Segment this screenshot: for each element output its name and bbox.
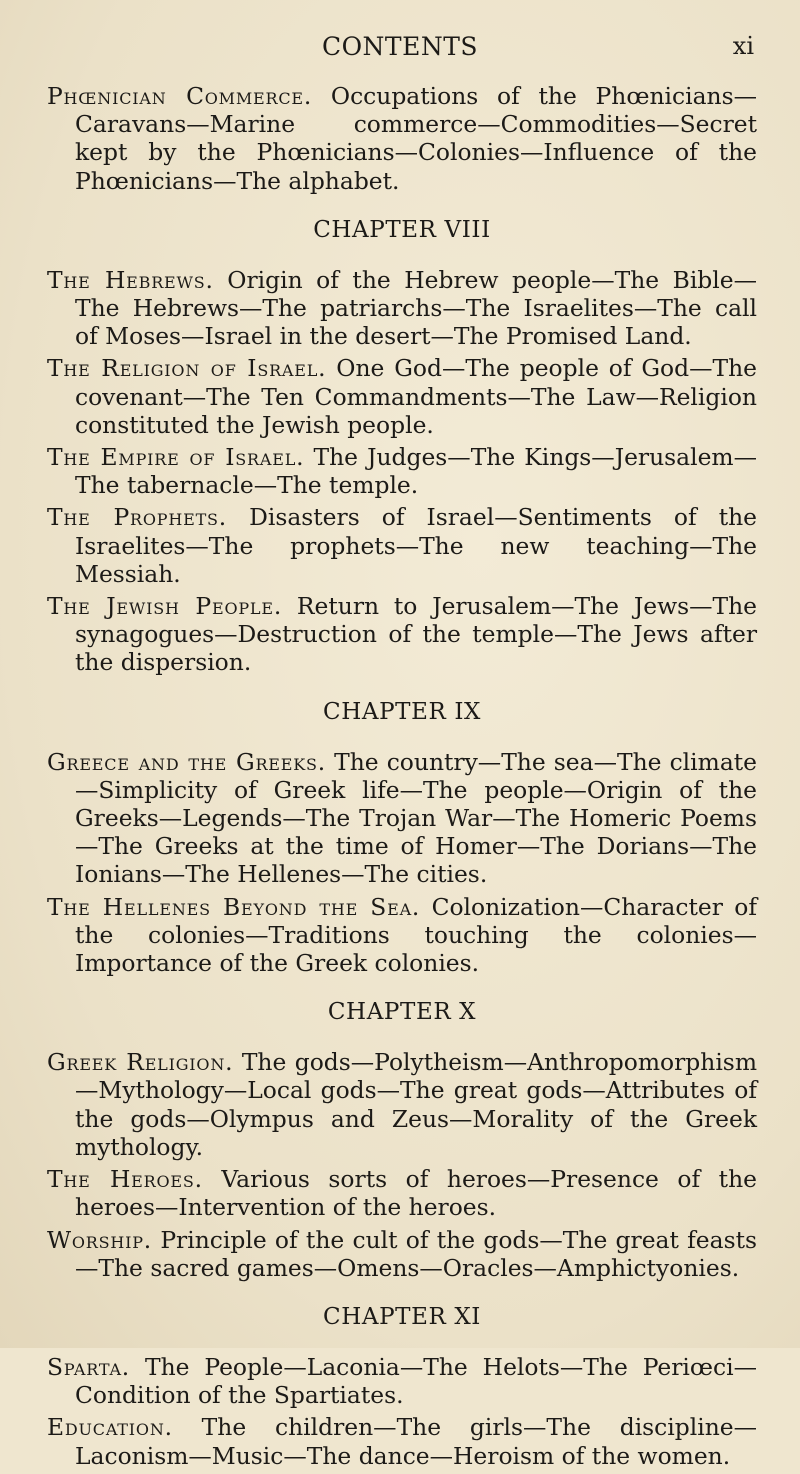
section-summary: Various sorts of heroes—Presence of the heroes—Intervention of the heroes. <box>75 1165 757 1222</box>
section-summary: The People—Laconia—The Helots—The Periœci—Condition of the Spartiates. <box>75 1352 758 1410</box>
page-number: xi <box>732 32 754 60</box>
section-heading: Greece and the Greeks. <box>47 747 327 776</box>
contents-entry <box>47 1413 757 1469</box>
section-summary: The gods—Polytheism—Anthropomorphism—Mythology—Local gods—The great gods—Attributes of the gods—Olympus and Zeus—Morality of the Greek mythology. <box>75 1048 757 1161</box>
contents-list <box>47 82 757 1474</box>
section-heading: The Hellenes Beyond the Sea. <box>47 892 421 921</box>
chapter-heading: CHAPTER IX <box>323 698 481 725</box>
contents-entry <box>47 354 757 439</box>
contents-entry <box>47 592 757 677</box>
section-summary: Disasters of Israel—Sentiments of the Israelites—The prophets—The new teaching—The Messiah. <box>75 503 758 588</box>
section-heading: The Heroes. <box>47 1165 203 1194</box>
chapter-heading: CHAPTER XI <box>323 1303 481 1330</box>
section-summary: The children—The girls—The discipline—Laconism—Music—The dance—Heroism of the women. <box>75 1413 757 1470</box>
section-heading: The Religion of Israel. <box>47 354 327 383</box>
section-heading: Phœnician Commerce. <box>47 82 313 110</box>
section-summary: Return to Jerusalem—The Jews—The synagogues—Destruction of the temple—The Jews after the dispersion. <box>75 592 757 677</box>
chapter-heading: CHAPTER X <box>327 999 477 1026</box>
contents-entry <box>47 893 757 978</box>
section-heading: Sparta. <box>47 1352 131 1381</box>
section-heading: The Hebrews. <box>47 265 214 294</box>
contents-entry <box>47 443 757 499</box>
section-heading: Education. <box>47 1413 173 1442</box>
section-summary: The country—The sea—The climate—Simplicity of Greek life—The people—Origin of the Greeks—Legends—The Trojan War—The Homeric Poems—The Greeks at the time of Homer—The Dorians—The Ionians—The Hellenes—The cities. <box>75 747 758 889</box>
section-heading: Greek Religion. <box>47 1048 234 1077</box>
section-summary: Origin of the Hebrew people—The Bible—The Hebrews—The patriarchs—The Israelites—The call of Moses—Israel in the desert—The Promised Land. <box>75 265 757 351</box>
section-summary: Colonization—Character of the colonies—Traditions touching the colonies—Importance of the Greek colonies. <box>75 892 758 978</box>
contents-entry <box>47 503 757 588</box>
contents-entry <box>47 266 757 351</box>
section-heading: The Prophets. <box>47 503 228 532</box>
contents-entry <box>47 1048 757 1161</box>
section-summary: Occupations of the Phœnicians—Caravans—Marine commerce—Commodities—Secret kept by the Phœnicians—Colonies—Influence of the Phœnicians—The alphabet. <box>75 82 758 195</box>
contents-entry <box>47 1353 757 1409</box>
contents-entry <box>47 1226 757 1282</box>
running-title: CONTENTS <box>321 32 479 61</box>
contents-entry <box>47 748 757 889</box>
section-heading: The Jewish People. <box>47 592 283 621</box>
chapter-heading: CHAPTER VIII <box>313 216 491 243</box>
contents-entry <box>47 1165 757 1221</box>
section-summary: One God—The people of God—The covenant—The Ten Commandments—The Law—Religion constituted the Jewish people. <box>75 354 757 439</box>
section-heading: Worship. <box>47 1225 153 1254</box>
section-heading: The Empire of Israel. <box>47 443 305 472</box>
running-head <box>0 22 800 62</box>
contents-entry <box>47 82 757 195</box>
section-summary: The Judges—The Kings—Jerusalem—The tabernacle—The temple. <box>75 443 757 500</box>
section-summary: Principle of the cult of the gods—The great feasts—The sacred games—Omens—Oracles—Amphictyonies. <box>75 1225 757 1282</box>
